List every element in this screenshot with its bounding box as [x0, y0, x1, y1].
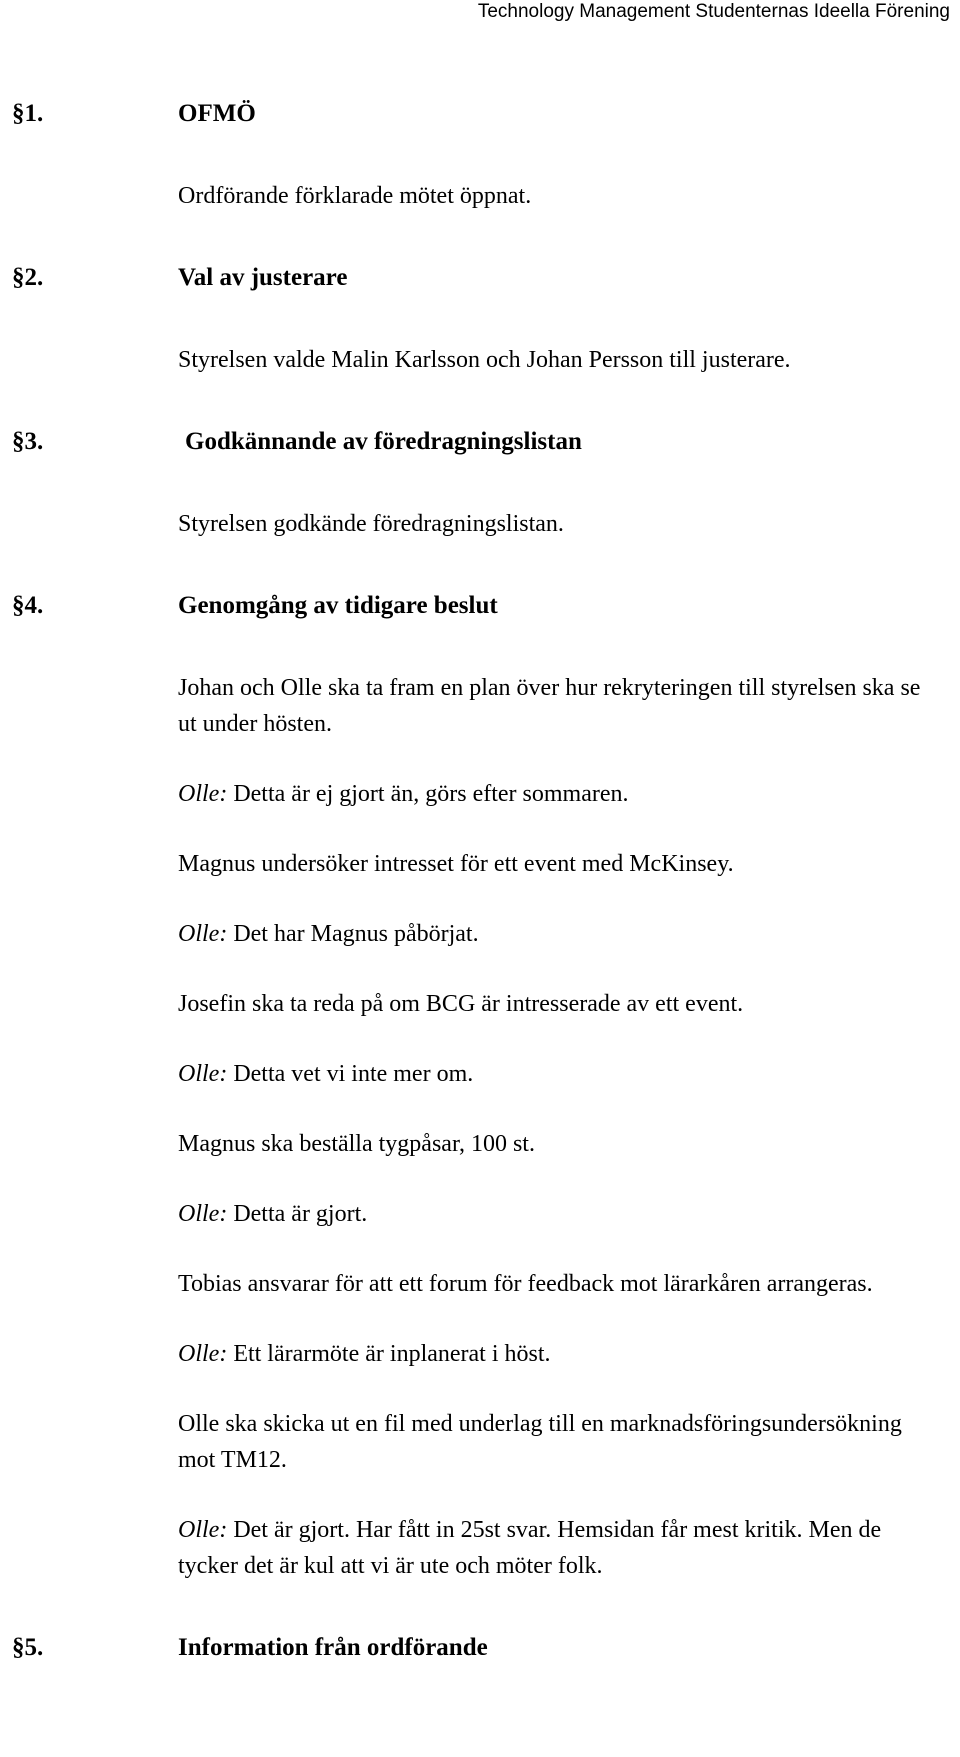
paragraph: [178, 506, 938, 542]
section-title: Godkännande av föredragningslistan: [185, 428, 582, 455]
section-heading-1: [0, 96, 960, 132]
status-update: [178, 1512, 938, 1584]
paragraph-text: Magnus ska beställa tygpåsar, 100 st.: [178, 1131, 535, 1157]
section-number: §1.: [12, 100, 44, 127]
section-heading-5: [0, 1630, 960, 1666]
paragraph: [178, 178, 938, 214]
paragraph-text: Ett lärarmöte är inplanerat i höst.: [227, 1341, 551, 1367]
speaker-label: Olle:: [178, 781, 228, 807]
section-title: Information från ordförande: [178, 1634, 488, 1661]
paragraph-text: Det är gjort. Har fått in 25st svar. Hemsidan får mest kritik. Men de tycker det är kul att vi är ute och möter folk.: [178, 1517, 882, 1579]
paragraph-text: Johan och Olle ska ta fram en plan över hur rekryteringen till styrelsen ska se ut under hösten.: [178, 675, 921, 737]
section-heading-2: [0, 260, 960, 296]
document-header: [478, 0, 950, 24]
paragraph-text: Detta vet vi inte mer om.: [227, 1061, 474, 1087]
paragraph-text: Detta är gjort.: [227, 1201, 368, 1227]
action-item: [178, 1406, 938, 1478]
status-update: [178, 1056, 938, 1092]
speaker-label: Olle:: [178, 1061, 228, 1087]
organization-name: Technology Management Studenternas Ideella Förening: [477, 1, 950, 22]
status-update: [178, 776, 938, 812]
paragraph-text: Styrelsen valde Malin Karlsson och Johan Persson till justerare.: [178, 347, 791, 373]
paragraph-text: Styrelsen godkände föredragningslistan.: [178, 511, 564, 537]
action-item: [178, 846, 938, 882]
minutes-body: [0, 96, 960, 1666]
status-update: [178, 1196, 938, 1232]
paragraph-text: Tobias ansvarar för att ett forum för feedback mot lärarkåren arrangeras.: [178, 1271, 873, 1297]
section-number: §2.: [12, 264, 44, 291]
section-number: §5.: [12, 1634, 44, 1661]
status-update: [178, 916, 938, 952]
section-number: §4.: [12, 592, 44, 619]
section-title: Val av justerare: [178, 264, 348, 291]
section-title: OFMÖ: [178, 100, 256, 127]
paragraph-text: Det har Magnus påbörjat.: [227, 921, 479, 947]
action-item: [178, 670, 938, 742]
status-update: [178, 1336, 938, 1372]
action-item: [178, 986, 938, 1022]
paragraph: [178, 342, 938, 378]
section-heading-3: [0, 424, 960, 460]
speaker-label: Olle:: [178, 1201, 228, 1227]
speaker-label: Olle:: [178, 1517, 228, 1543]
section-heading-4: [0, 588, 960, 624]
paragraph-text: Ordförande förklarade mötet öppnat.: [178, 183, 532, 209]
paragraph-text: Detta är ej gjort än, görs efter sommaren.: [227, 781, 629, 807]
action-item: [178, 1126, 938, 1162]
paragraph-text: Magnus undersöker intresset för ett event med McKinsey.: [178, 851, 734, 877]
paragraph-text: Olle ska skicka ut en fil med underlag till en marknadsföringsundersökning mot TM12.: [178, 1411, 902, 1473]
action-item: [178, 1266, 938, 1302]
section-title: Genomgång av tidigare beslut: [178, 592, 498, 619]
section-number: §3.: [12, 428, 44, 455]
speaker-label: Olle:: [178, 1341, 228, 1367]
paragraph-text: Josefin ska ta reda på om BCG är intresserade av ett event.: [178, 991, 744, 1017]
speaker-label: Olle:: [178, 921, 228, 947]
